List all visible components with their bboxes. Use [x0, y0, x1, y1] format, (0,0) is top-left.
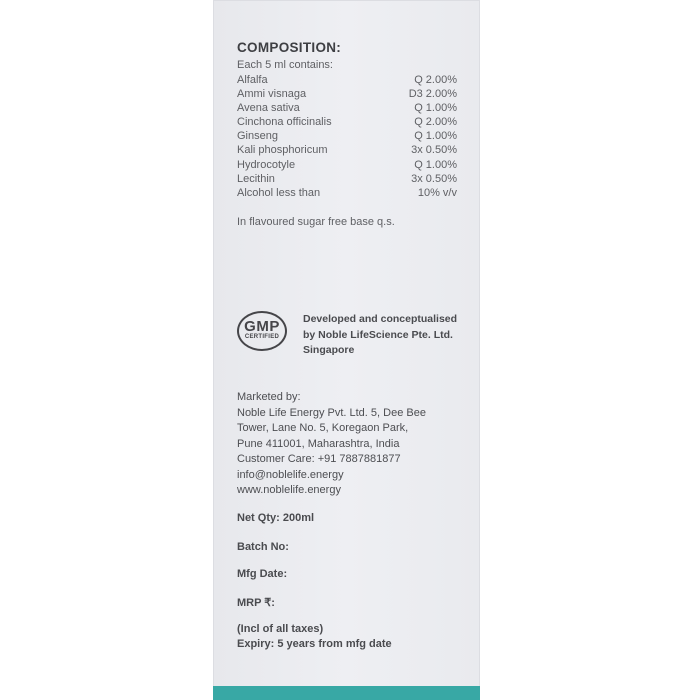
- taxes-note: (Incl of all taxes): [237, 623, 324, 635]
- ingredient-value: Q 1.00%: [414, 158, 457, 171]
- website-line: www.noblelife.energy: [237, 484, 341, 496]
- accent-strip: [213, 686, 480, 700]
- ingredient-row: [237, 143, 467, 157]
- ingredient-value: D3 2.00%: [408, 88, 457, 101]
- ingredient-value: 10% v/v: [417, 186, 457, 199]
- developer-info: [303, 312, 457, 359]
- ingredient-value: Q 1.00%: [414, 130, 457, 143]
- ingredient-value: Q 2.00%: [414, 116, 457, 129]
- ingredient-name: Hydrocotyle: [237, 158, 296, 171]
- mrp: MRP ₹:: [237, 597, 275, 609]
- net-qty: Net Qty: 200ml: [237, 512, 315, 524]
- ingredient-name: Cinchona officinalis: [237, 116, 332, 129]
- customer-care-line: Customer Care: +91 7887881877: [237, 453, 401, 465]
- mfg-date: Mfg Date:: [237, 568, 288, 580]
- ingredient-list: [237, 73, 467, 200]
- ingredient-row: [237, 158, 467, 172]
- ingredient-value: Q 1.00%: [414, 102, 457, 115]
- ingredient-value: 3x 0.50%: [411, 144, 457, 157]
- marketer-line: Pune 411001, Maharashtra, India: [237, 437, 400, 450]
- marketer-line: Noble Life Energy Pvt. Ltd. 5, Dee Bee: [237, 406, 426, 419]
- ingredient-value: Q 2.00%: [414, 74, 457, 86]
- ingredient-name: Alfalfa: [237, 74, 268, 86]
- ingredient-row: [237, 186, 467, 200]
- developer-line: Singapore: [303, 344, 355, 356]
- ingredient-name: Ginseng: [237, 130, 278, 143]
- ingredient-row: [237, 115, 467, 129]
- composition-subtitle: Each 5 ml contains:: [237, 59, 333, 71]
- batch-no: Batch No:: [237, 541, 289, 553]
- ingredient-name: Kali phosphoricum: [237, 144, 328, 157]
- gmp-badge-sub: CERTIFIED: [244, 334, 280, 340]
- developer-line: Developed and conceptualised: [303, 313, 458, 325]
- marketer-info: [237, 390, 426, 499]
- ingredient-name: Alcohol less than: [237, 186, 321, 199]
- marketer-line: Tower, Lane No. 5, Koregaon Park,: [237, 422, 409, 434]
- ingredient-row: [237, 87, 467, 101]
- base-note: In flavoured sugar free base q.s.: [237, 216, 395, 228]
- ingredient-name: Ammi visnaga: [237, 88, 307, 101]
- email-line: info@noblelife.energy: [237, 468, 344, 481]
- ingredient-row: [237, 129, 467, 143]
- ingredient-row: [237, 73, 467, 87]
- ingredient-name: Avena sativa: [237, 102, 300, 115]
- marketer-line: Marketed by:: [237, 391, 301, 403]
- expiry: Expiry: 5 years from mfg date: [237, 638, 392, 650]
- composition-title: COMPOSITION:: [237, 40, 342, 55]
- ingredient-row: [237, 172, 467, 186]
- gmp-certified-badge: [237, 311, 287, 351]
- gmp-badge-main: GMP: [244, 318, 280, 335]
- ingredient-row: [237, 101, 467, 115]
- developer-line: by Noble LifeScience Pte. Ltd.: [303, 328, 453, 341]
- ingredient-name: Lecithin: [237, 172, 275, 185]
- ingredient-value: 3x 0.50%: [411, 172, 457, 185]
